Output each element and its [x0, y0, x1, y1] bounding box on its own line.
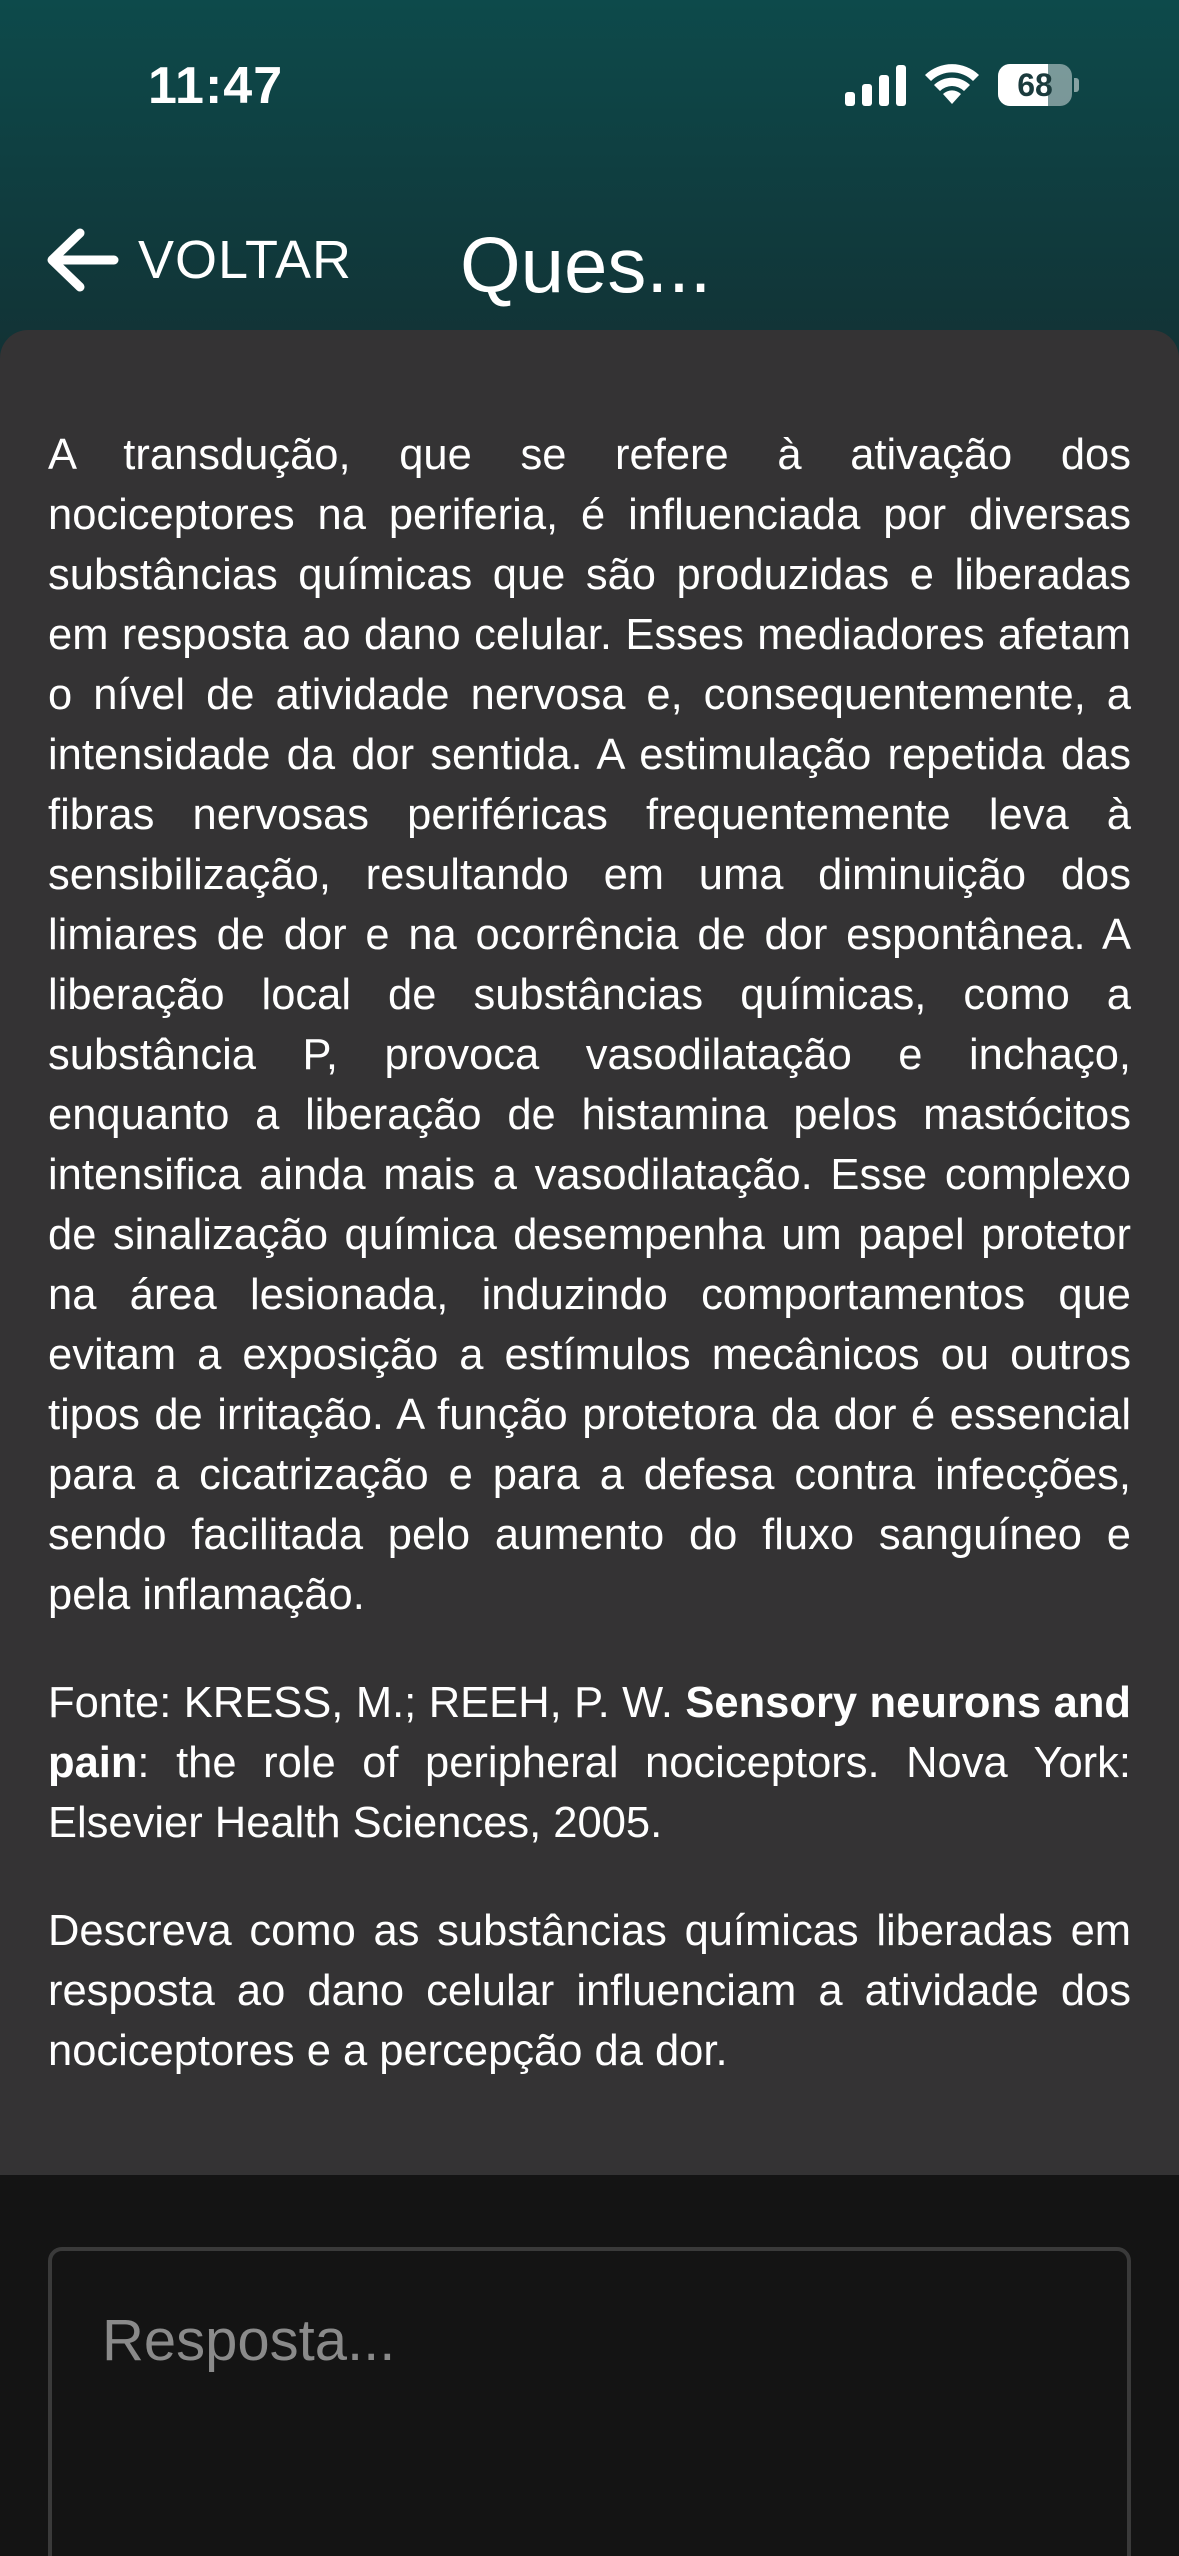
- back-button[interactable]: [44, 220, 374, 300]
- answer-input[interactable]: [48, 2247, 1131, 2556]
- battery-level: 68: [1017, 67, 1053, 103]
- source-suffix: : the role of peripheral nociceptors. Nova York: Elsevier Health Sciences, 2005.: [48, 1739, 1131, 1847]
- answer-area: [0, 2175, 1179, 2556]
- nav-bar: [0, 200, 1179, 330]
- back-label: VOLTAR: [138, 230, 353, 290]
- header-background: [0, 0, 1179, 360]
- arrow-left-icon: [44, 225, 120, 295]
- cellular-signal-icon: [845, 64, 907, 106]
- question-text: Descreva como as substâncias químicas liberadas em resposta ao dano celular influenciam a atividade dos nociceptores e a percepção da dor.: [48, 1907, 1131, 2075]
- status-time: 11:47: [148, 57, 284, 115]
- battery-icon: [998, 64, 1078, 106]
- page-title: Ques...: [460, 221, 712, 309]
- question-content: [48, 425, 1131, 2081]
- source-title: Sensory neurons and pain: [48, 1679, 1131, 1787]
- question-card: [0, 330, 1179, 2175]
- wifi-icon: [924, 60, 980, 106]
- source-citation: [48, 1673, 1131, 1853]
- passage-text: A transdução, que se refere à ativação dos nociceptores na periferia, é influenciada por diversas substâncias químicas que são produzidas e liberadas em resposta ao dano celular. Esses mediadores afetam o nível de atividade nervosa e, consequentemente, a intensidade da dor sentida. A estimulação repetida das fibras nervosas periféricas frequentemente leva à sensibilização, resultando em uma diminuição dos limiares de dor e na ocorrência de dor espontânea. A liberação local de substâncias químicas, como a substância P, provoca vasodilatação e inchaço, enquanto a liberação de histamina pelos mastócitos intensifica ainda mais a vasodilatação. Esse complexo de sinalização química desempenha um papel protetor na área lesionada, induzindo comportamentos que evitam a exposição a estímulos mecânicos ou outros tipos de irritação. A função protetora da dor é essencial para a cicatrização e para a defesa contra infecções, sendo facilitada pelo aumento do fluxo sanguíneo e pela inflamação.: [48, 431, 1131, 1619]
- status-bar: [0, 0, 1179, 170]
- source-prefix: Fonte: KRESS, M.; REEH, P. W.: [48, 1679, 686, 1727]
